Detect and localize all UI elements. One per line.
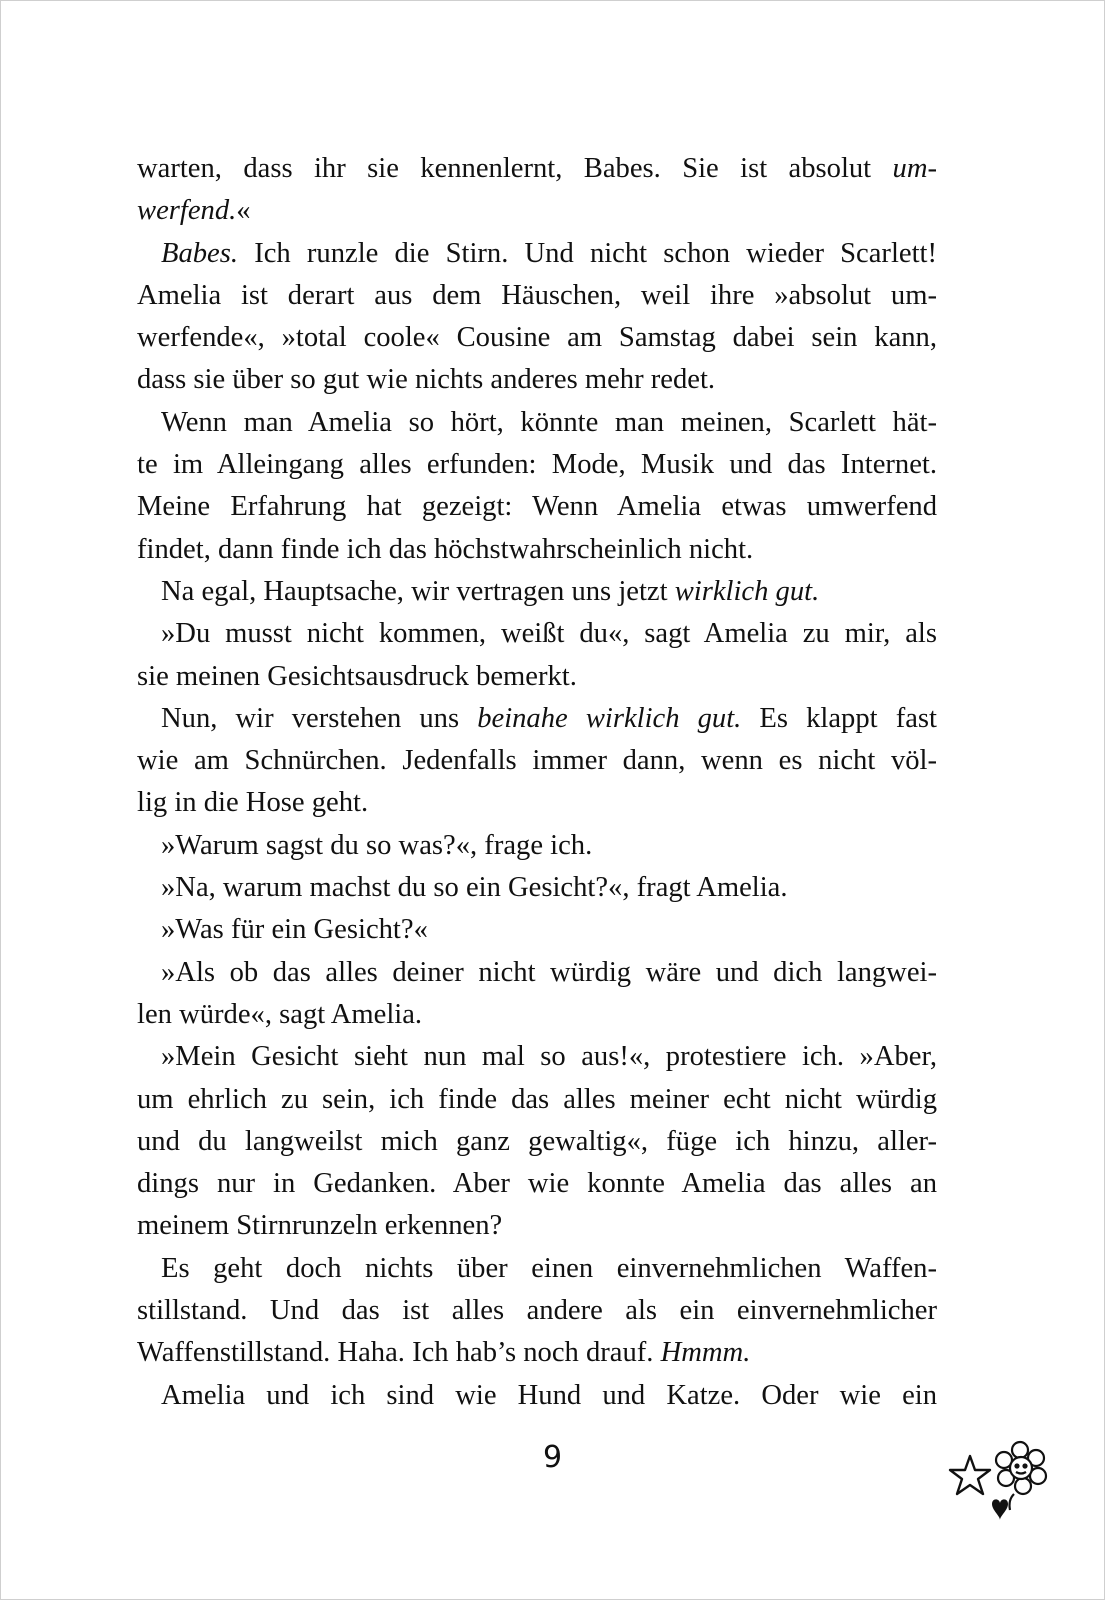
text-segment: warten, dass ihr sie kennenlernt, Babes. Sie ist absolut xyxy=(137,153,893,184)
text-segment: Es geht doch nichts über einen einvernehmlichen Waffen- xyxy=(161,1252,937,1284)
body-text xyxy=(137,148,937,1417)
text-line xyxy=(137,444,937,486)
text-segment: Es klappt fast xyxy=(741,702,937,734)
text-line xyxy=(137,486,937,528)
text-line xyxy=(137,740,937,782)
text-segment: »Warum sagst du so was?«, frage ich. xyxy=(161,829,593,861)
text-segment: sie meinen Gesichtsausdruck bemerkt. xyxy=(137,660,577,692)
text-segment: te im Alleingang alles erfunden: Mode, Musik und das Internet. xyxy=(137,449,937,481)
text-segment: len würde«, sagt Amelia. xyxy=(137,998,423,1030)
page-number: 9 xyxy=(542,1440,563,1475)
text-line xyxy=(137,909,937,951)
text-segment: werfende«, »total coole« Cousine am Samstag dabei sein kann, xyxy=(137,322,937,354)
text-segment: Nun, wir verstehen uns xyxy=(161,702,478,734)
text-line xyxy=(137,1036,937,1078)
text-line xyxy=(137,1248,937,1290)
text-line xyxy=(137,1332,937,1374)
text-segment: findet, dann finde ich das höchstwahrscheinlich nicht. xyxy=(137,533,754,565)
text-line xyxy=(137,952,937,994)
italic-text: Hmmm. xyxy=(660,1337,751,1369)
star-icon xyxy=(950,1456,990,1494)
text-segment: dass sie über so gut wie nichts anderes mehr redet. xyxy=(137,364,716,396)
text-line xyxy=(137,233,937,275)
italic-text: beinahe wirklich gut. xyxy=(477,702,742,734)
text-line xyxy=(137,825,937,867)
text-segment: lig in die Hose geht. xyxy=(137,787,369,819)
text-line xyxy=(137,613,937,655)
text-line xyxy=(137,317,937,359)
italic-text: um- xyxy=(892,153,937,184)
text-segment: Wenn man Amelia so hört, könnte man meinen, Scarlett hät- xyxy=(161,406,937,438)
italic-text: Babes. xyxy=(161,237,239,269)
text-line xyxy=(137,571,937,613)
text-segment: »Mein Gesicht sieht nun mal so aus!«, protestiere ich. »Aber, xyxy=(161,1041,937,1073)
text-line xyxy=(137,190,937,232)
text-line xyxy=(137,148,937,190)
text-segment: wie am Schnürchen. Jedenfalls immer dann, wenn es nicht völ- xyxy=(137,745,937,777)
text-segment: Meine Erfahrung hat gezeigt: Wenn Amelia etwas umwerfend xyxy=(137,491,937,523)
text-segment: »Na, warum machst du so ein Gesicht?«, fragt Amelia. xyxy=(161,872,788,904)
italic-text: wirklich gut. xyxy=(674,575,820,607)
text-segment: um ehrlich zu sein, ich finde das alles meiner echt nicht würdig xyxy=(137,1083,937,1115)
text-segment: Waffenstillstand. Haha. Ich hab’s noch drauf. xyxy=(137,1337,661,1369)
text-segment: « xyxy=(236,195,251,227)
text-line xyxy=(137,1205,937,1247)
text-line xyxy=(137,529,937,571)
text-segment: meinem Stirnrunzeln erkennen? xyxy=(137,1210,503,1242)
text-line xyxy=(137,1290,937,1332)
text-segment: stillstand. Und das ist alles andere als ein einvernehmlicher xyxy=(137,1295,937,1327)
text-segment: »Du musst nicht kommen, weißt du«, sagt Amelia zu mir, als xyxy=(161,618,937,650)
text-line xyxy=(137,656,937,698)
italic-text: werfend. xyxy=(137,195,237,227)
text-segment: und du langweilst mich ganz gewaltig«, füge ich hinzu, aller- xyxy=(137,1125,937,1157)
text-line xyxy=(137,1121,937,1163)
text-line xyxy=(137,275,937,317)
text-line xyxy=(137,782,937,824)
text-segment: »Was für ein Gesicht?« xyxy=(161,914,428,946)
text-line xyxy=(137,402,937,444)
text-line xyxy=(137,1163,937,1205)
text-line xyxy=(137,1079,937,1121)
heart-icon xyxy=(992,1499,1008,1520)
text-line xyxy=(137,1375,937,1417)
text-segment: dings nur in Gedanken. Aber wie konnte Amelia das alles an xyxy=(137,1168,937,1200)
doodle-decoration xyxy=(948,1440,1060,1530)
text-line xyxy=(137,698,937,740)
text-line xyxy=(137,359,937,401)
text-segment: Na egal, Hauptsache, wir vertragen uns jetzt xyxy=(161,575,675,607)
text-line xyxy=(137,867,937,909)
text-segment: Amelia ist derart aus dem Häuschen, weil ihre »absolut um- xyxy=(137,279,937,311)
text-segment: Amelia und ich sind wie Hund und Katze. Oder wie ein xyxy=(161,1379,937,1411)
text-segment: »Als ob das alles deiner nicht würdig wäre und dich langwei- xyxy=(161,956,937,988)
text-segment: Ich runzle die Stirn. Und nicht schon wieder Scarlett! xyxy=(238,237,937,269)
text-line xyxy=(137,994,937,1036)
